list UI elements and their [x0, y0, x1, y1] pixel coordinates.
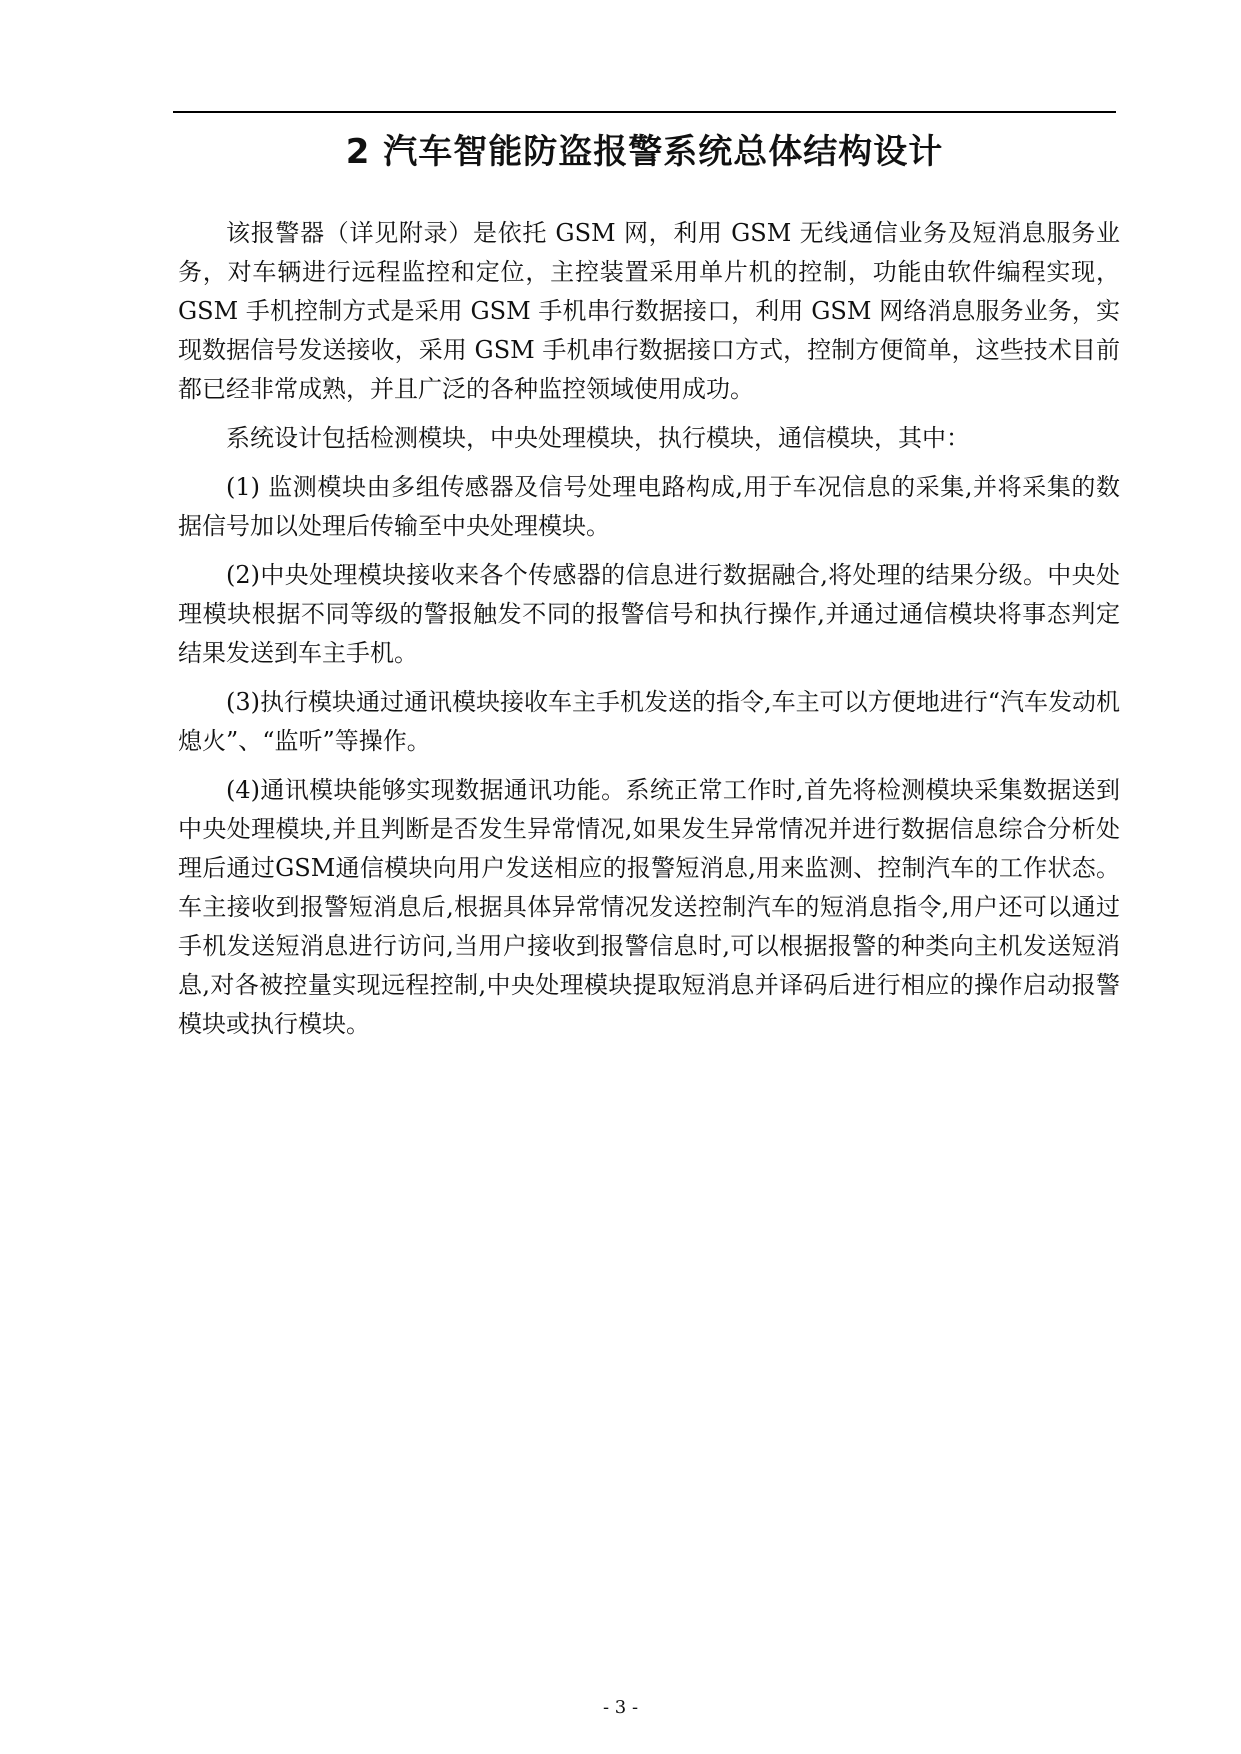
- paragraph-item-4: (4)通讯模块能够实现数据通讯功能。系统正常工作时,首先将检测模块采集数据送到中央处理模块,并且判断是否发生异常情况,如果发生异常情况并进行数据信息综合分析处理后通过GSM通信模块向用户发送相应的报警短消息,用来监测、控制汽车的工作状态。车主接收到报警短消息后,根据具体异常情况发送控制汽车的短消息指令,用户还可以通过手机发送短消息进行访问,当用户接收到报警信息时,可以根据报警的种类向主机发送短消息,对各被控量实现远程控制,中央处理模块提取短消息并译码后进行相应的操作启动报警模块或执行模块。: [178, 776, 1120, 1038]
- paragraph-item-3: (3)执行模块通过通讯模块接收车主手机发送的指令,车主可以方便地进行“汽车发动机熄火”、“监听”等操作。: [178, 688, 1120, 755]
- page-number: - 3 -: [602, 1697, 639, 1718]
- paragraph-modules-overview: 系统设计包括检测模块，中央处理模块，执行模块，通信模块，其中：: [226, 424, 970, 452]
- paragraph-item-2: (2)中央处理模块接收来各个传感器的信息进行数据融合,将处理的结果分级。中央处理模块根据不同等级的警报触发不同的报警信号和执行操作,并通过通信模块将事态判定结果发送到车主手机。: [178, 561, 1120, 667]
- body-text: [178, 214, 1120, 1054]
- paragraph-intro: 该报警器（详见附录）是依托 GSM 网，利用 GSM 无线通信业务及短消息服务业务，对车辆进行远程监控和定位，主控装置采用单片机的控制，功能由软件编程实现，GSM 手机控制方式是采用 GSM 手机串行数据接口，利用 GSM 网络消息服务业务，实现数据信号发送接收，采用 GSM 手机串行数据接口方式，控制方便简单，这些技术目前都已经非常成熟，并且广泛的各种监控领域使用成功。: [178, 219, 1120, 403]
- paragraph-item-1: (1) 监测模块由多组传感器及信号处理电路构成,用于车况信息的采集,并将采集的数据信号加以处理后传输至中央处理模块。: [178, 473, 1120, 540]
- header-rule: [173, 111, 1116, 113]
- chapter-title: 2 汽车智能防盗报警系统总体结构设计: [345, 132, 944, 172]
